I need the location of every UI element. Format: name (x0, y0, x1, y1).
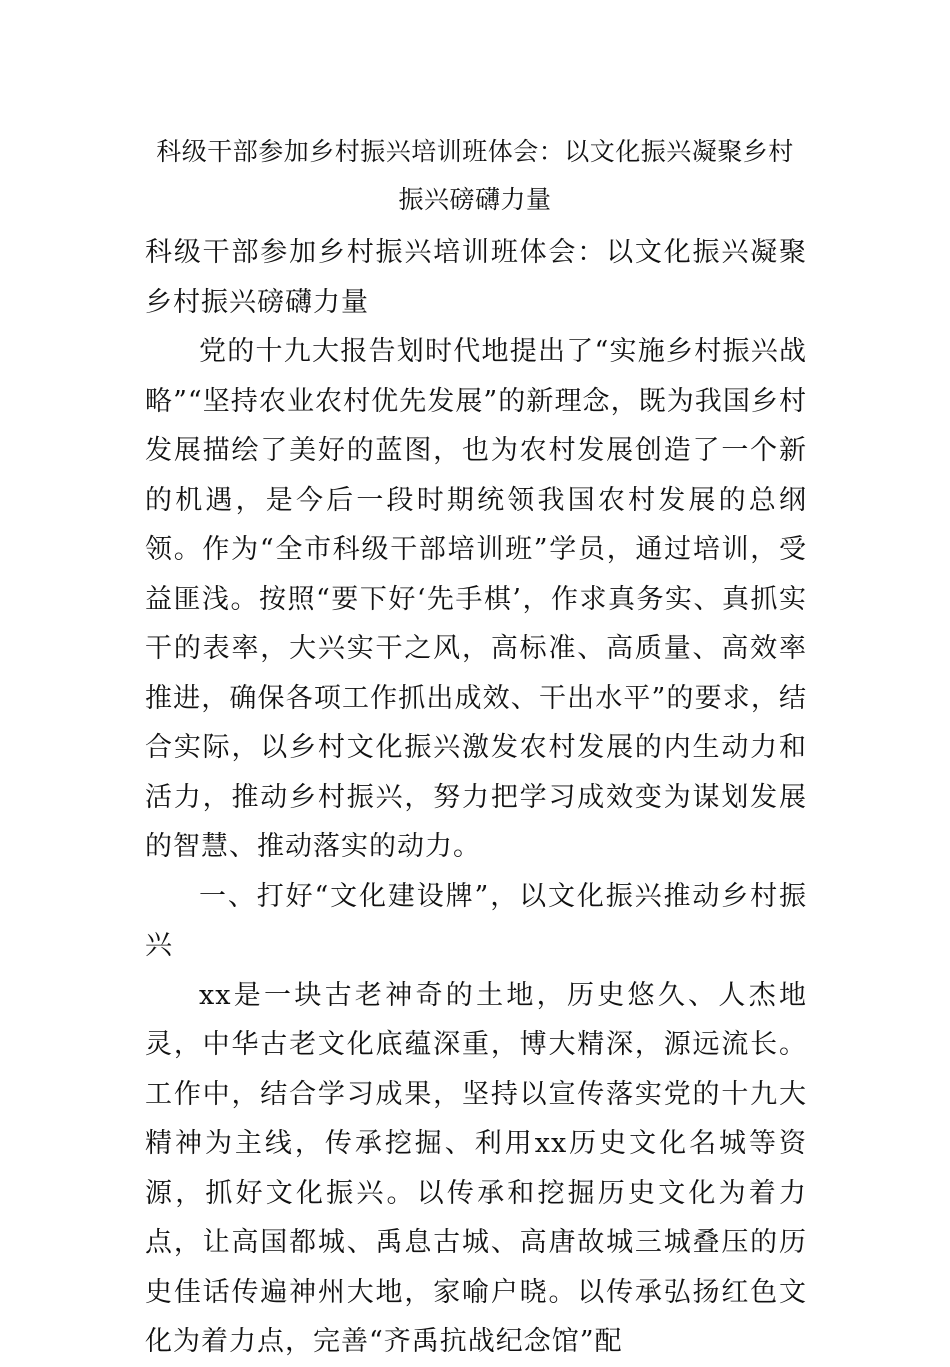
paragraph-intro: 党的十九大报告划时代地提出了“实施乡村振兴战略”“坚持农业农村优先发展”的新理念，既为我国乡村发展描绘了美好的蓝图，也为农村发展创造了一个新的机遇，是今后一段时期统领我国农村发展的总纲领。作为“全市科级干部培训班”学员，通过培训，受益匪浅。按照“要下好‘先手棋’，作求真务实、真抓实干的表率，大兴实干之风，高标准、高质量、高效率推进，确保各项工作抓出成效、干出水平”的要求，结合实际，以乡村文化振兴激发农村发展的内生动力和活力，推动乡村振兴，努力把学习成效变为谋划发展的智慧、推动落实的动力。 (145, 336, 807, 862)
document-body (145, 228, 807, 1367)
document-title: 科级干部参加乡村振兴培训班体会：以文化振兴凝聚乡村振兴磅礴力量 (156, 137, 794, 214)
document-subtitle: 科级干部参加乡村振兴培训班体会：以文化振兴凝聚乡村振兴磅礴力量 (145, 237, 807, 318)
paragraph-section-1: xx是一块古老神奇的土地，历史悠久、人杰地灵，中华古老文化底蕴深重，博大精深，源远流长。工作中，结合学习成果，坚持以宣传落实党的十九大精神为主线，传承挖掘、利用xx历史文化名城等资源，抓好文化振兴。以传承和挖掘历史文化为着力点，让高国都城、禹息古城、高唐故城三城叠压的历史佳话传遍神州大地，家喻户晓。以传承弘扬红色文化为着力点，完善“齐禹抗战纪念馆”配 (145, 979, 807, 1357)
section-heading-1: 一、打好“文化建设牌”，以文化振兴推动乡村振兴 (145, 880, 807, 961)
